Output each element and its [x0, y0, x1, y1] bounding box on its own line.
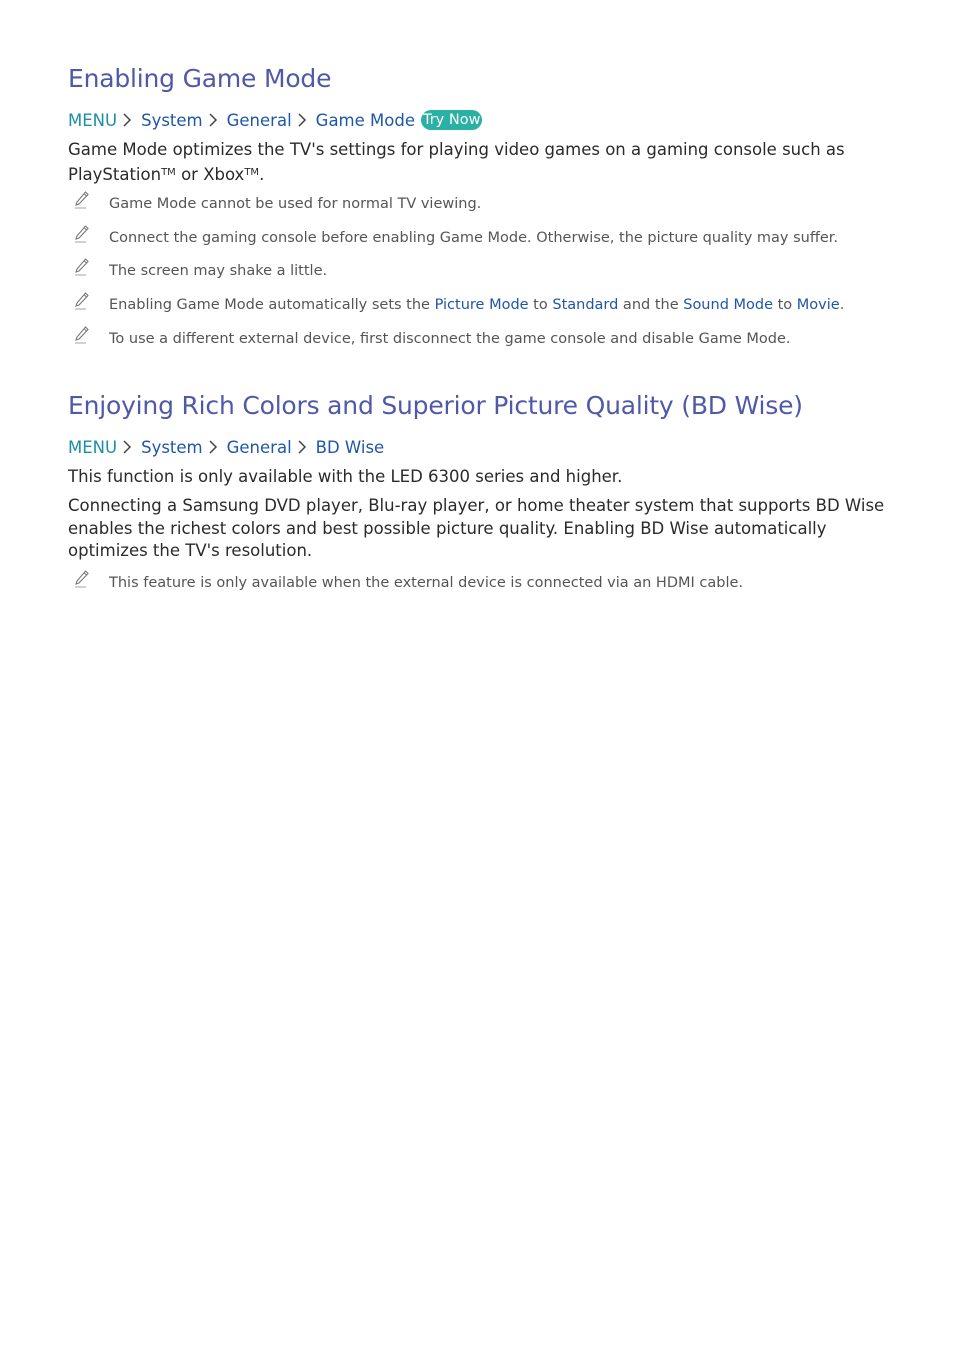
chevron-right-icon: [207, 437, 221, 457]
chevron-right-icon: [121, 110, 135, 130]
note-item: The screen may shake a little.: [74, 261, 327, 281]
bd-wise-availability: This function is only available with the LED 6300 series and higher.: [68, 467, 623, 486]
breadcrumb-bd-wise[interactable]: BD Wise: [315, 437, 385, 457]
breadcrumb-system[interactable]: System: [141, 437, 203, 457]
link-standard[interactable]: Standard: [552, 297, 619, 313]
game-mode-description: Game Mode optimizes the TV's settings for playing video games on a gaming console such as PlayStation™ or Xbox™.: [68, 140, 845, 184]
pencil-icon: [74, 573, 109, 593]
link-picture-mode[interactable]: Picture Mode: [434, 297, 529, 313]
pencil-icon: [74, 194, 109, 214]
note-item: Game Mode cannot be used for normal TV viewing.: [74, 194, 481, 214]
pencil-icon: [74, 295, 109, 315]
section-title-bd-wise: Enjoying Rich Colors and Superior Picture Quality (BD Wise): [68, 391, 803, 420]
breadcrumb-general[interactable]: General: [226, 110, 292, 130]
breadcrumb-game-mode[interactable]: Game Mode: [315, 110, 415, 130]
chevron-right-icon: [207, 110, 221, 130]
pencil-icon: [74, 261, 109, 281]
breadcrumb-menu[interactable]: MENU: [68, 437, 118, 457]
breadcrumb-game-mode: [68, 110, 482, 130]
breadcrumb-general[interactable]: General: [226, 437, 292, 457]
note-item: Connect the gaming console before enabling Game Mode. Otherwise, the picture quality may suffer.: [74, 228, 838, 248]
pencil-icon: [74, 228, 109, 248]
chevron-right-icon: [296, 110, 310, 130]
note-item: Enabling Game Mode automatically sets the Picture Mode to Standard and the Sound Mode to Movie.: [74, 295, 844, 315]
bd-wise-description: Connecting a Samsung DVD player, Blu-ray player, or home theater system that supports BD Wise enables the richest colors and best possible picture quality. Enabling BD Wise automatically optimizes the TV's resolution.: [68, 496, 885, 560]
breadcrumb-menu[interactable]: MENU: [68, 110, 118, 130]
note-item: This feature is only available when the external device is connected via an HDMI cable.: [74, 573, 743, 593]
link-sound-mode[interactable]: Sound Mode: [683, 297, 774, 313]
breadcrumb-system[interactable]: System: [141, 110, 203, 130]
section-title-game-mode: Enabling Game Mode: [68, 64, 332, 93]
chevron-right-icon: [296, 437, 310, 457]
chevron-right-icon: [121, 437, 135, 457]
note-item: To use a different external device, first disconnect the game console and disable Game Mode.: [74, 329, 790, 349]
try-now-button[interactable]: Try Now: [422, 112, 481, 128]
link-movie[interactable]: Movie: [796, 297, 840, 313]
pencil-icon: [74, 329, 109, 349]
breadcrumb-bd-wise: [68, 437, 384, 457]
